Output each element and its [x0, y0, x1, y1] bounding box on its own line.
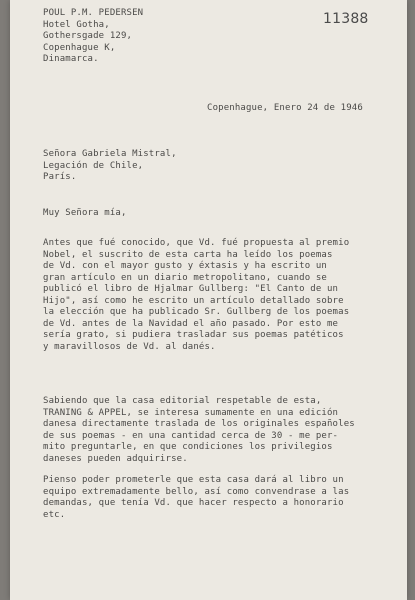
paragraph-line: de Vd. antes de la Navidad el año pasado. Por esto me [43, 318, 339, 329]
paragraph-line: publicó el libro de Hjalmar Gullberg: "El Canto de un [43, 284, 339, 294]
sender-city: Copenhague K, [43, 42, 116, 53]
paragraph-line: etc. [43, 509, 66, 520]
body-paragraph-3 [43, 475, 349, 521]
date-line: Copenhague, Enero 24 de 1946 [207, 103, 363, 113]
paragraph-line: equipo extremadamente bello, así como convendrase a las [43, 486, 350, 497]
paragraph-line: Pienso poder prometerle que esta casa dará al libro un [43, 475, 344, 485]
paragraph-line: mito preguntarle, en que condiciones los privilegios [43, 442, 333, 452]
paragraph-line: gran artículo en un diario metropolitano, cuando se [43, 272, 327, 283]
paragraph-line: danesa directamente traslada de los originales españoles [43, 419, 355, 429]
paragraph-line: TRANING & APPEL, se interesa sumamente en una edición [43, 407, 339, 418]
recipient-name: Señora Gabriela Mistral, [43, 149, 177, 159]
recipient-office: Legación de Chile, [43, 160, 144, 171]
paragraph-line: Nobel, el suscrito de esta carta ha leído los poemas [43, 249, 333, 260]
paragraph-line: y maravillosos de Vd. al danés. [43, 341, 216, 352]
sender-country: Dinamarca. [43, 54, 99, 64]
paragraph-line: Hijo", así como he escrito un artículo detallado sobre [43, 295, 344, 306]
paragraph-line: de sus poemas - en una cantidad cerca de 30 - me per- [43, 430, 339, 441]
paragraph-line: Antes que fué conocido, que Vd. fué propuesta al premio [43, 238, 350, 248]
letter-page [10, 0, 407, 600]
recipient-city: París. [43, 172, 77, 182]
paragraph-line: daneses pueden adquirirse. [43, 453, 188, 464]
recipient-block [43, 149, 177, 184]
paragraph-line: Sabiendo que la casa editorial respetable de esta, [43, 396, 322, 406]
paragraph-line: sería grato, si pudiera trasladar sus poemas patéticos [43, 330, 344, 340]
paragraph-line: demandas, que tenía Vd. que hacer respecto a honorario [43, 498, 344, 508]
salutation: Muy Señora mía, [43, 208, 127, 218]
sender-street: Gothersgade 129, [43, 31, 133, 41]
paragraph-line: la elección que ha publicado Sr. Gullberg de los poemas [43, 307, 350, 317]
archive-number: 11388 [323, 11, 369, 27]
sender-name: POUL P.M. PEDERSEN [43, 8, 144, 18]
paragraph-line: de Vd. con el mayor gusto y éxtasis y ha escrito un [43, 261, 327, 271]
sender-block [43, 8, 143, 66]
sender-hotel: Hotel Gotha, [43, 19, 110, 30]
body-paragraph-2 [43, 396, 355, 465]
body-paragraph-1 [43, 238, 349, 353]
